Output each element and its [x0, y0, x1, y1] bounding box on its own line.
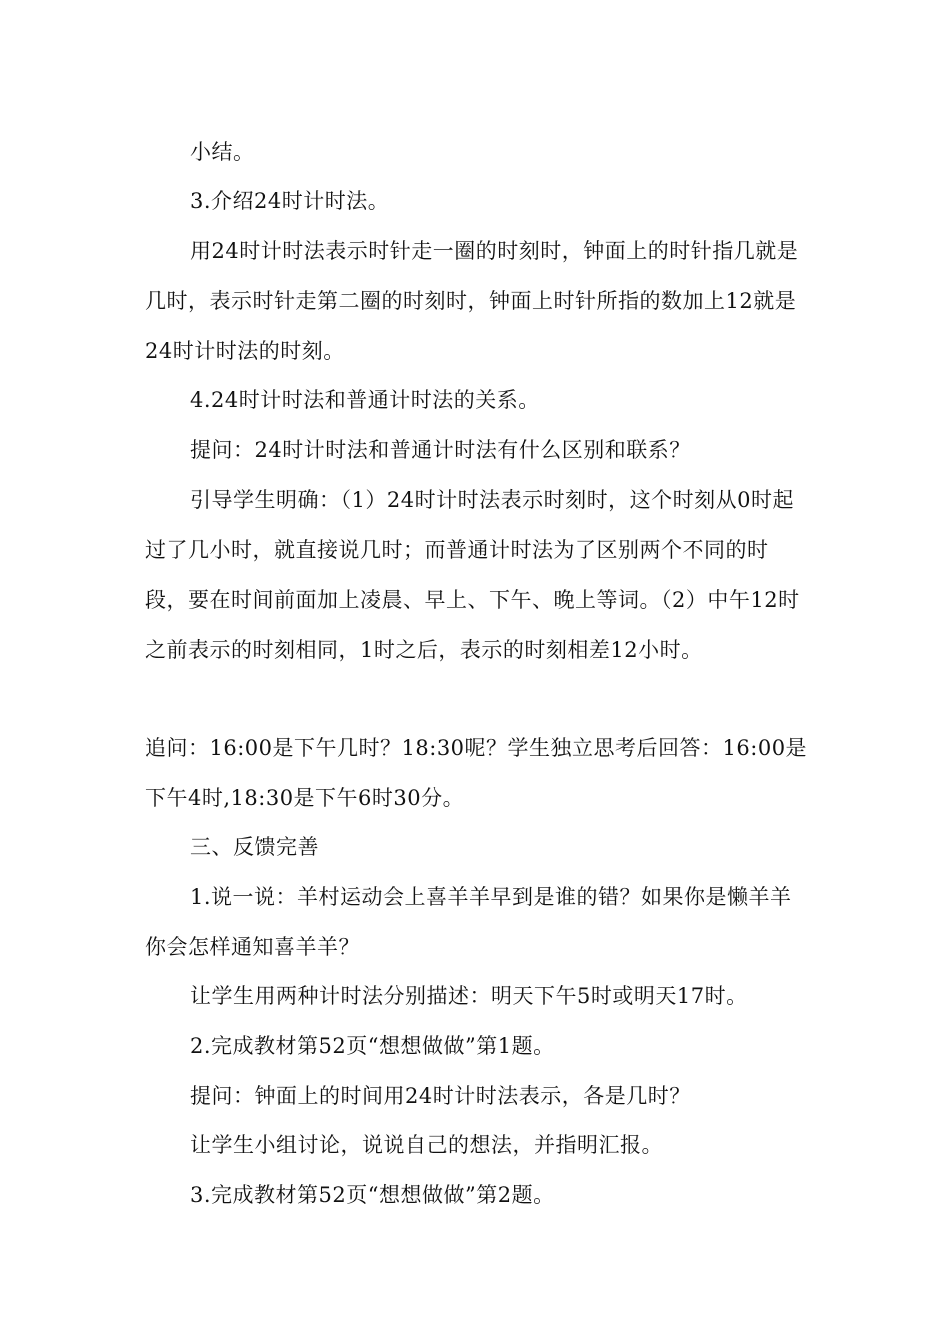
paragraph-guidance: 引导学生明确：（1）24时计时法表示时刻时，这个时刻从0时起过了几小时，就直接说几时；而普通计时法为了区别两个不同的时段，要在时间前面加上凌晨、早上、下午、晚上等词。（2）中午12时之前表示的时刻相同，1时之后，表示的时刻相差12小时。 [145, 488, 800, 662]
paragraph-24h-explanation: 用24时计时法表示时针走一圈的时刻时，钟面上的时针指几就是几时，表示时针走第二圈的时刻时，钟面上时针所指的数加上12就是24时计时法的时刻。 [145, 239, 799, 363]
paragraph-question-2: 提问：钟面上的时间用24时计时法表示，各是几时？ [190, 1084, 691, 1108]
paragraph-question: 提问：24时计时法和普通计时法有什么区别和联系？ [190, 438, 691, 462]
paragraph-discussion: 让学生小组讨论，说说自己的想法，并指明汇报。 [190, 1133, 663, 1157]
paragraph-summary: 小结。 [190, 140, 255, 164]
paragraph-heading-4: 4.24时计时法和普通计时法的关系。 [190, 388, 540, 412]
section-heading-feedback: 三、反馈完善 [190, 835, 319, 859]
paragraph-item-3: 3.完成教材第52页“想想做做”第2题。 [190, 1183, 555, 1207]
paragraph-follow-up: 追问：16:00是下午几时？18:30呢？学生独立思考后回答：16:00是下午4时,18:30是下午6时30分。 [145, 736, 808, 810]
paragraph-describe: 让学生用两种计时法分别描述：明天下午5时或明天17时。 [190, 984, 748, 1008]
paragraph-item-1: 1.说一说：羊村运动会上喜羊羊早到是谁的错？如果你是懒羊羊你会怎样通知喜羊羊？ [145, 885, 792, 959]
paragraph-heading-3: 3.介绍24时计时法。 [190, 189, 390, 213]
paragraph-item-2: 2.完成教材第52页“想想做做”第1题。 [190, 1034, 555, 1058]
